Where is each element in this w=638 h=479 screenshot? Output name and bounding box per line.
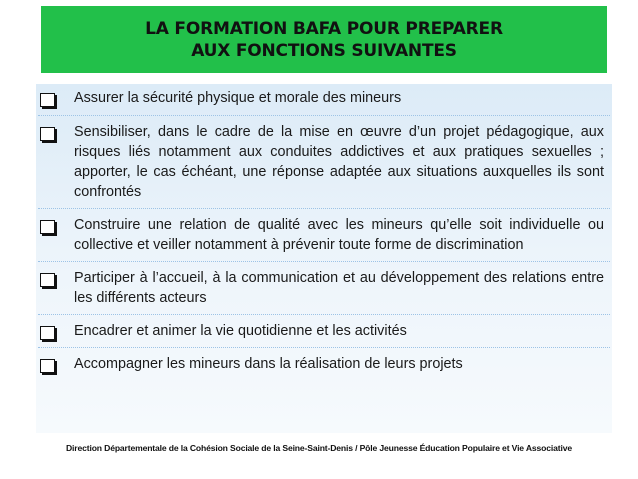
list-item <box>36 354 612 374</box>
checkbox-square-icon <box>40 220 55 234</box>
checkbox-square-icon <box>40 326 55 340</box>
checkbox-square-icon <box>40 359 55 373</box>
list-item-text: Sensibiliser, dans le cadre de la mise en œuvre d’un projet pédagogique, aux risques liés notamment aux conduites addictives et aux pratiques sexuelles ; apporter, le cas échéant, une réponse adaptée aux situations auxquelles ils sont confrontés <box>74 124 604 200</box>
list-item-text: Participer à l’accueil, à la communication et au développement des relations entre les différents acteurs <box>74 270 604 306</box>
list-item <box>36 122 612 202</box>
divider <box>38 115 610 116</box>
footer-credit: Direction Départementale de la Cohésion Sociale de la Seine-Saint-Denis / Pôle Jeunesse Éducation Populaire et Vie Associative <box>66 443 572 453</box>
title-line-1: LA FORMATION BAFA POUR PREPARER <box>145 18 503 39</box>
objectives-list <box>36 84 612 374</box>
checkbox-square-icon <box>40 93 55 107</box>
divider <box>38 347 610 348</box>
list-item-text: Construire une relation de qualité avec les mineurs qu’elle soit individuelle ou collective et veiller notamment à prévenir toute forme de discrimination <box>74 217 604 253</box>
list-item-text: Assurer la sécurité physique et morale des mineurs <box>74 90 402 106</box>
list-item <box>36 321 612 341</box>
divider <box>38 314 610 315</box>
divider <box>38 208 610 209</box>
checkbox-square-icon <box>40 273 55 287</box>
title-line-2: AUX FONCTIONS SUIVANTES <box>191 40 457 61</box>
checkbox-square-icon <box>40 127 55 141</box>
list-item <box>36 88 612 108</box>
title-banner <box>41 6 607 73</box>
list-item <box>36 268 612 308</box>
list-item <box>36 215 612 255</box>
list-item-text: Encadrer et animer la vie quotidienne et les activités <box>74 323 407 339</box>
divider <box>38 261 610 262</box>
list-item-text: Accompagner les mineurs dans la réalisation de leurs projets <box>74 356 463 372</box>
